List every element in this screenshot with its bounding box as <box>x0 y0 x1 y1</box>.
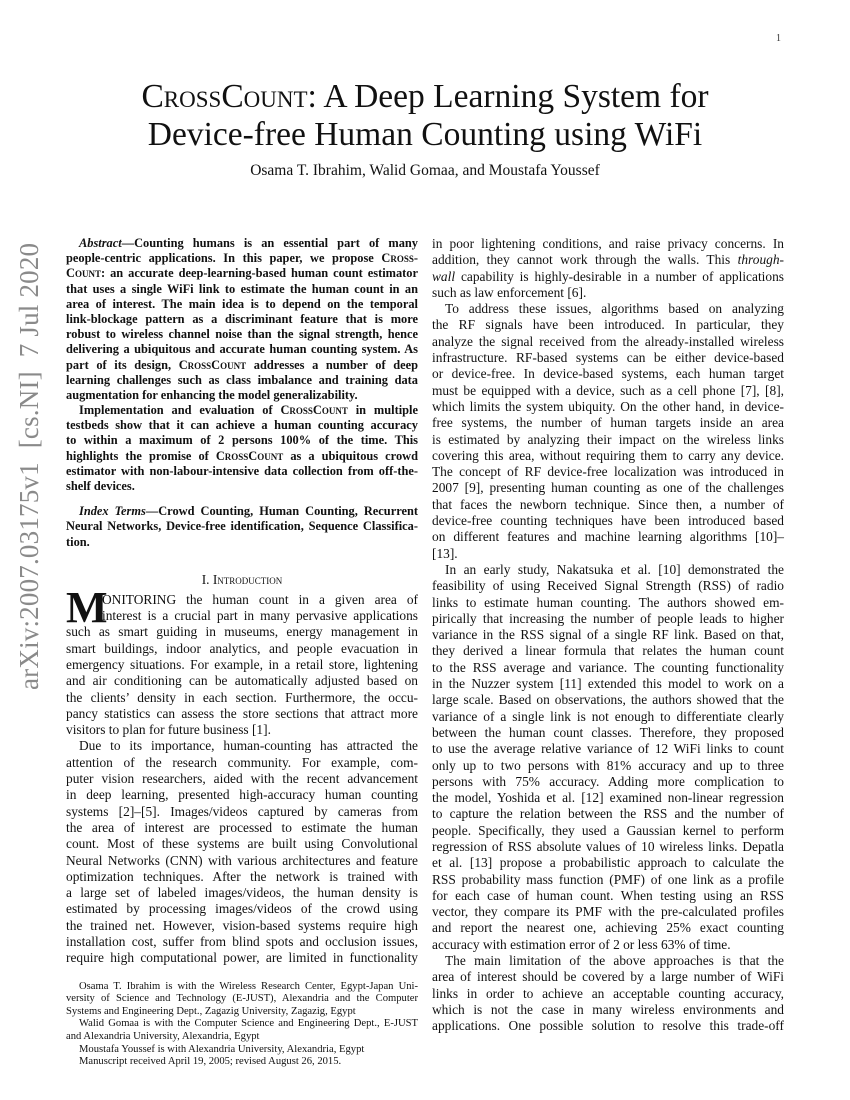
abstract-line: augmentation for enhancing the model generalizability. <box>66 387 358 402</box>
abstract-line: people-centric applications. In this paper, we propose Cross- <box>66 251 418 266</box>
body-line: attention of the research community. For example, com- <box>66 754 418 770</box>
body-line: pancy statistics can assess the store sections that attract more <box>66 705 418 721</box>
body-line: variance in the RSS signal of a single RF link. Based on that, <box>432 627 784 643</box>
body-line: and air conditioning can be automatically adjusted based on <box>66 673 418 689</box>
body-line: persons with 75% accuracy. Adding more complication to <box>432 773 784 789</box>
body-line: on different features and machine learning algorithms [10]– <box>432 529 784 545</box>
body-line: installation cost, suffer from blind spots and occlusion issues, <box>66 933 418 949</box>
body-line: large scale. Based on observations, the authors showed that the <box>432 692 784 708</box>
footnote-line: versity of Science and Technology (E-JUST), Alexandria and the Computer <box>66 993 418 1005</box>
body-line: or device-free. In device-based systems, each human target <box>432 366 784 382</box>
body-line: feasibility of using Received Signal Strength (RSS) of radio <box>432 578 784 594</box>
body-line: which is not the case in many wireless environments and <box>432 1001 784 1017</box>
body-line: estimated by processing images/videos of the crowd using <box>66 901 418 917</box>
body-line: emergency situations. For example, in a retail store, lightening <box>66 656 418 672</box>
body-line: et al. [13] propose a probabilistic approach to calculate the <box>432 855 784 871</box>
body-line: the clients’ density in each section. Furthermore, the occu- <box>66 689 418 705</box>
footnote-line: Osama T. Ibrahim is with the Wireless Research Center, Egypt-Japan Uni- <box>79 980 418 992</box>
body-line: in deep learning, presented high-accuracy human counting <box>66 787 418 803</box>
abstract <box>66 236 418 550</box>
body-line: for each case of human count. When testing using an RSS <box>432 887 784 903</box>
abstract-line: to within a maximum of 2 persons 100% of the time. This <box>66 433 418 448</box>
body-line: such as law enforcement [6]. <box>432 284 587 300</box>
body-line: only up to two persons with 81% accuracy and up to three <box>432 757 784 773</box>
body-line: addition, they cannot work through the walls. This through- <box>432 252 784 268</box>
footnote-line: Manuscript received April 19, 2005; revised August 26, 2015. <box>79 1056 342 1068</box>
body-line: Neural Networks (CNN) with various architectures and feature <box>66 852 418 868</box>
abstract-line: Abstract—Counting humans is an essential part of many <box>79 236 418 250</box>
body-line: to capture the relation between the RSS and the number of <box>432 806 784 822</box>
title-line1: : A Deep Learning System for <box>307 78 709 115</box>
abstract-line: robust to wireless channel noise than the signal strength, hence <box>66 327 418 342</box>
abstract-line: Implementation and evaluation of CrossCount in multiple <box>79 403 418 418</box>
authors: Osama T. Ibrahim, Walid Gomaa, and Moustafa Youssef <box>250 162 600 179</box>
drop-cap: M <box>66 582 108 632</box>
footnote-line: Walid Gomaa is with the Computer Science and Engineering Dept., E-JUST <box>79 1018 418 1030</box>
index-terms-line: tion. <box>66 534 90 549</box>
body-line: interest is a crucial part in many pervasive applications <box>102 608 418 624</box>
body-line: optimization techniques. After the network is trained with <box>66 868 418 884</box>
body-line: between the human count classes. Therefore, they proposed <box>432 724 784 740</box>
body-line: require high computational power, are limited in functionality <box>66 950 418 966</box>
abstract-line: testbeds show that it can achieve a human counting accuracy <box>66 418 418 433</box>
body-line: vector, they compare its PMF with the pre-calculated profiles <box>432 904 784 920</box>
page-number: 1 <box>776 33 781 44</box>
title-line2: Device-free Human Counting using WiFi <box>147 116 703 153</box>
body-line: free systems, the number of human targets inside an area <box>432 415 784 431</box>
body-line: ONITORING the human count in a given area of <box>102 591 418 607</box>
body-line: device-free counting techniques have been introduced based <box>432 513 784 529</box>
body-line: Due to its importance, human-counting has attracted the <box>79 738 418 754</box>
abstract-line: part of its design, CrossCount addresses a number of deep <box>66 357 418 372</box>
paper-title <box>60 78 790 154</box>
body-line: such as smart guiding in museums, energy management in <box>66 624 418 640</box>
body-line: To address these issues, algorithms based on analyzing <box>445 301 784 317</box>
body-line: area of interest should be covered by a large number of WiFi <box>432 969 784 985</box>
abstract-line: link-blockage pattern as a discriminant feature that is more <box>66 311 418 326</box>
body-line: to the RSS average and variance. The counting functionality <box>432 659 784 675</box>
body-line: The concept of RF device-free localization was introduced in <box>432 464 784 480</box>
footnotes <box>66 981 418 1069</box>
body-line: pirically that increasing the number of people leads to higher <box>432 610 784 626</box>
body-line: RSS probability mass function (PMF) of one link as a profile <box>432 871 784 887</box>
body-line: links to estimate human counting. The authors showed em- <box>432 594 784 610</box>
body-line: covering this area, without requiring them to carry any device. <box>432 447 784 463</box>
body-line: in the Nuzzer system [11] extended this model to work on a <box>432 676 784 692</box>
body-line: systems [2]–[5]. Images/videos captured by cameras from <box>66 803 418 819</box>
body-line: wall capability is highly-desirable in a number of applications <box>432 268 784 284</box>
body-line: they derived a linear formula that relates the human count <box>432 643 784 659</box>
body-line: count. Most of these systems are built using Convolutional <box>66 836 418 852</box>
body-line: the RF signals have been introduced. In particular, they <box>432 317 784 333</box>
body-line: the area of interest are processed to estimate the human <box>66 819 418 835</box>
left-column <box>66 236 418 1069</box>
body-line: in poor lightening conditions, and raise privacy concerns. In <box>432 236 784 251</box>
footnote-line: and Alexandria University, Alexandria, Egypt <box>66 1030 260 1042</box>
body-line: 2007 [9], presenting human counting as one of the challenges <box>432 480 784 496</box>
footnote-line: Systems and Engineering Dept., Zagazig University, Zagazig, Egypt <box>66 1005 356 1017</box>
body-line: the trained net. However, vision-based systems require high <box>66 917 418 933</box>
body-line: links in order to achieve an acceptable counting accuracy, <box>432 985 784 1001</box>
introduction-body <box>66 582 418 967</box>
abstract-line: estimator with non-labour-intensive data collection from off-the- <box>66 463 418 478</box>
body-line: infrastructure. RF-based systems can be either device-based <box>432 350 784 366</box>
body-line: variance of a single link is not enough to differentiate clearly <box>432 708 784 724</box>
body-line: that faces the newborn technique. Since then, a number of <box>432 496 784 512</box>
body-line: a large set of labeled images/videos, the human density is <box>66 885 418 901</box>
abstract-label: Abstract <box>79 236 122 250</box>
abstract-line: highlights the promise of CrossCount as a ubiquitous crowd <box>66 448 418 463</box>
body-line: to use the average relative variance of 12 WiFi links to count <box>432 741 784 757</box>
body-line: and report the nearest one, achieving 25% exact counting <box>432 920 784 936</box>
index-terms-line: Index Terms—Crowd Counting, Human Counting, Recurrent <box>79 504 418 519</box>
body-line: which limits the system ubiquity. On the other hand, in device- <box>432 398 784 414</box>
body-line: regression of RSS absolute values of 10 wireless links. Depatla <box>432 838 784 854</box>
body-line: smart buildings, indoor analytics, and people evacuation in <box>66 640 418 656</box>
abstract-line: shelf devices. <box>66 479 135 493</box>
body-line: accuracy with estimation error of 2 or less 63% of time. <box>432 936 731 952</box>
body-line: people. Specifically, they used a Gaussian kernel to perform <box>432 822 784 838</box>
body-line: The main limitation of the above approaches is that the <box>445 953 784 969</box>
footnote-line: Moustafa Youssef is with Alexandria University, Alexandria, Egypt <box>79 1043 365 1055</box>
index-terms-label: Index Terms <box>79 504 146 519</box>
index-terms-line: Neural Networks, Device-free identification, Sequence Classifica- <box>66 519 418 534</box>
title-system-name: CrossCount <box>141 78 308 115</box>
body-line: analyze the signal received from the already-installed wireless <box>432 333 784 349</box>
abstract-line: area of interest. The main idea is to depend on the temporal <box>66 296 418 311</box>
body-line: visitors to plan for future business [1]. <box>66 722 271 738</box>
body-line: is estimated by analyzing their impact on the wireless links <box>432 431 784 447</box>
section-heading-introduction: I. Introduction <box>201 571 283 587</box>
body-line: In an early study, Nakatsuka et al. [10] demonstrated the <box>445 561 784 577</box>
abstract-line: that uses a single WiFi link to estimate the human count in an <box>66 281 418 296</box>
abstract-line: delivering a ubiquitous and accurate human counting system. As <box>66 342 418 357</box>
abstract-line: learning challenges such as class imbalance and training data <box>66 372 418 387</box>
body-line: [13]. <box>432 545 458 561</box>
right-column <box>432 236 784 1035</box>
body-line: the model, Yoshida et al. [12] examined non-linear regression <box>432 790 784 806</box>
body-line: must be equipped with a device, such as a cell phone [7], [8], <box>432 382 784 398</box>
body-line: applications. One possible solution to resolve this trade-off <box>432 1018 784 1034</box>
arxiv-stamp: arXiv:2007.03175v1 [cs.NI] 7 Jul 2020 <box>14 242 44 690</box>
abstract-line: Count: an accurate deep-learning-based human count estimator <box>66 266 418 281</box>
body-line: puter vision researchers, aided with the recent advancement <box>66 771 418 787</box>
